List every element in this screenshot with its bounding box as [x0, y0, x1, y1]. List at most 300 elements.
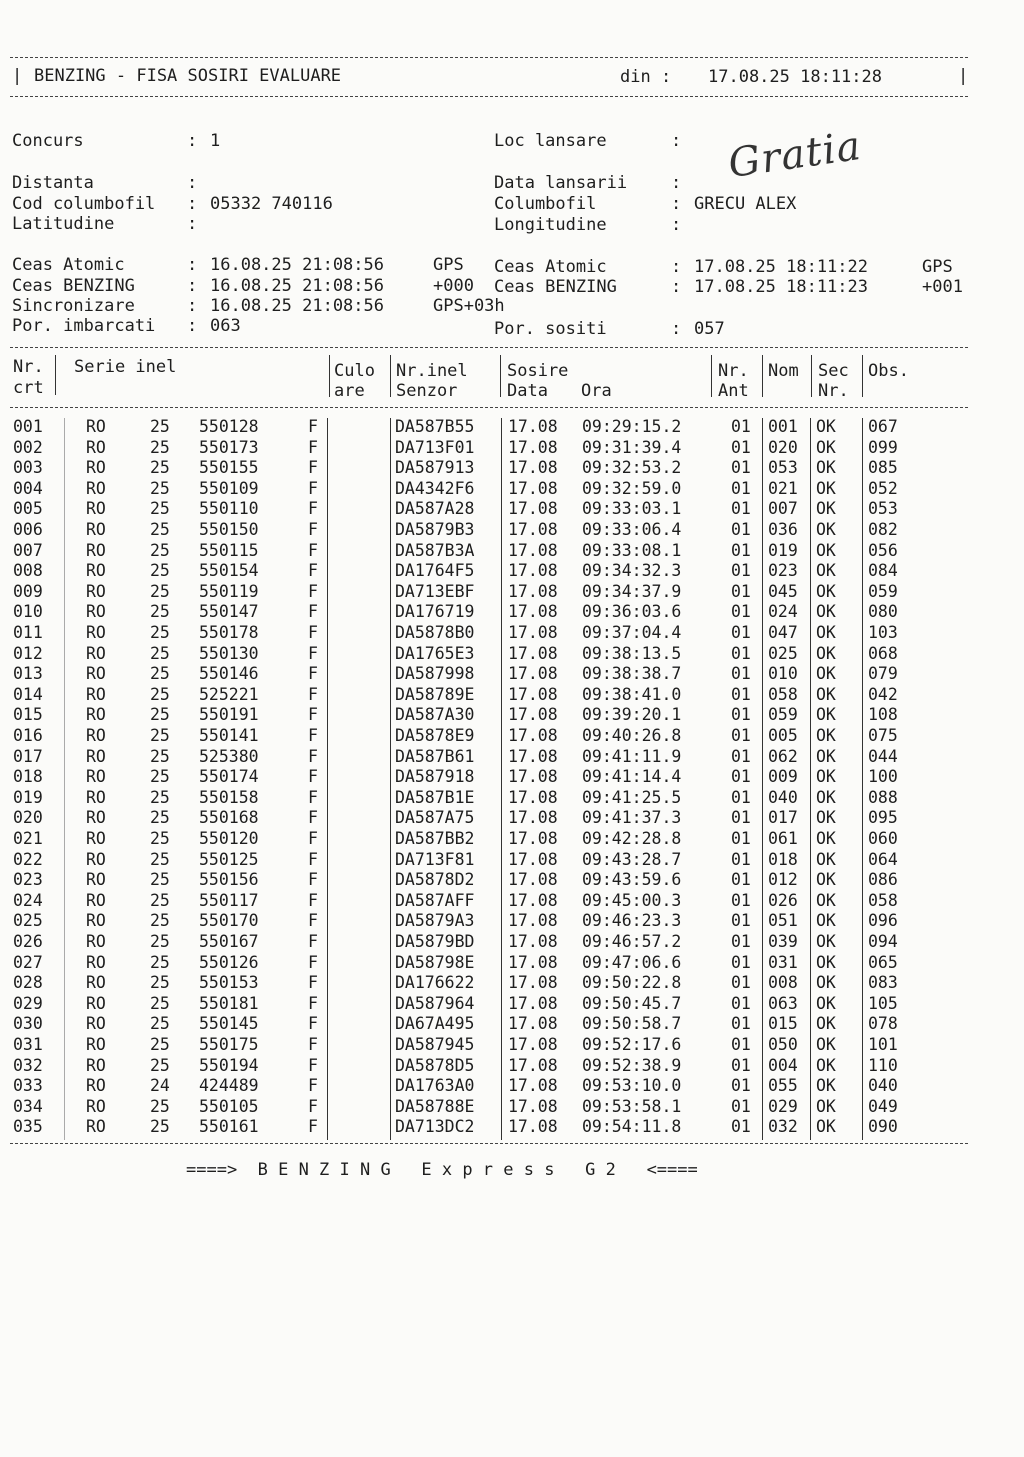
row-year: 25 — [150, 437, 170, 457]
row-sec: OK — [816, 726, 836, 745]
row-obs: 100 — [868, 767, 898, 787]
row-sec: OK — [816, 1035, 836, 1054]
row-senzor: DA1763A0 — [395, 1076, 475, 1096]
info-sep: : — [671, 131, 682, 151]
row-date: 17.08 — [508, 849, 558, 869]
row-year: 25 — [150, 520, 170, 539]
info-label: Concurs — [12, 131, 84, 151]
row-sex: F — [308, 602, 318, 622]
row-number: 031 — [13, 1035, 43, 1054]
row-number: 019 — [13, 787, 43, 807]
row-year: 25 — [150, 870, 170, 890]
row-time: 09:50:58.7 — [582, 1014, 682, 1034]
col-header-nr-inel: Nr.inel — [396, 361, 468, 381]
row-ant: 01 — [731, 1035, 751, 1054]
row-year: 25 — [150, 1117, 170, 1137]
row-sec: OK — [816, 829, 836, 848]
row-ring: 550125 — [199, 849, 259, 869]
row-date: 17.08 — [508, 458, 558, 478]
row-country: RO — [86, 602, 106, 622]
row-country: RO — [86, 870, 106, 890]
table-row — [0, 623, 1024, 644]
row-year: 25 — [150, 1096, 170, 1116]
row-nom: 029 — [768, 1096, 798, 1116]
table-row — [0, 788, 1024, 809]
row-obs: 067 — [868, 417, 898, 436]
row-number: 013 — [13, 664, 43, 684]
row-date: 17.08 — [508, 993, 558, 1013]
table-row — [0, 850, 1024, 871]
row-ring: 550161 — [199, 1117, 259, 1137]
column-separator — [329, 355, 330, 397]
row-number: 021 — [13, 829, 43, 848]
row-sex: F — [308, 808, 318, 828]
row-sex: F — [308, 973, 318, 993]
row-time: 09:33:06.4 — [582, 520, 682, 539]
info-label: Longitudine — [494, 215, 607, 235]
row-time: 09:36:03.6 — [582, 602, 682, 622]
row-ring: 550141 — [199, 726, 259, 745]
row-number: 026 — [13, 932, 43, 951]
header-right-bar: | — [958, 66, 969, 86]
row-ant: 01 — [731, 767, 751, 787]
row-time: 09:34:32.3 — [582, 561, 682, 581]
row-ring: 550158 — [199, 787, 259, 807]
row-ring: 525221 — [199, 684, 259, 704]
col-header-ant: Ant — [718, 381, 749, 401]
table-row — [0, 808, 1024, 829]
table-row — [0, 685, 1024, 706]
clock-value: 063 — [210, 316, 241, 336]
row-obs: 088 — [868, 787, 898, 807]
table-row — [0, 747, 1024, 768]
column-separator — [762, 355, 763, 397]
row-nom: 047 — [768, 623, 798, 642]
table-row — [0, 994, 1024, 1015]
row-year: 25 — [150, 540, 170, 560]
info-label: Latitudine — [12, 214, 115, 234]
row-ant: 01 — [731, 602, 751, 622]
row-year: 25 — [150, 973, 170, 993]
column-separator — [500, 355, 501, 397]
row-obs: 096 — [868, 911, 898, 931]
row-country: RO — [86, 1076, 106, 1096]
row-time: 09:53:58.1 — [582, 1096, 682, 1116]
row-sex: F — [308, 849, 318, 869]
row-country: RO — [86, 767, 106, 787]
row-number: 020 — [13, 808, 43, 828]
row-sec: OK — [816, 973, 836, 993]
info-label: Distanta — [12, 173, 94, 193]
table-row — [0, 891, 1024, 912]
clock-suffix: GPS — [433, 255, 464, 275]
row-obs: 095 — [868, 808, 898, 828]
row-number: 002 — [13, 437, 43, 457]
row-sex: F — [308, 767, 318, 787]
row-year: 25 — [150, 746, 170, 766]
row-ant: 01 — [731, 520, 751, 539]
row-sec: OK — [816, 787, 836, 807]
row-nom: 025 — [768, 643, 798, 663]
row-date: 17.08 — [508, 643, 558, 663]
row-sex: F — [308, 890, 318, 910]
row-nom: 015 — [768, 1014, 798, 1034]
row-nom: 032 — [768, 1117, 798, 1137]
row-country: RO — [86, 993, 106, 1013]
row-year: 25 — [150, 932, 170, 951]
row-ant: 01 — [731, 437, 751, 457]
table-row — [0, 499, 1024, 520]
table-row — [0, 911, 1024, 932]
row-senzor: DA176719 — [395, 602, 475, 622]
row-sec: OK — [816, 1076, 836, 1096]
row-date: 17.08 — [508, 890, 558, 910]
row-sex: F — [308, 623, 318, 642]
row-senzor: DA587AFF — [395, 890, 475, 910]
row-sex: F — [308, 581, 318, 601]
row-number: 016 — [13, 726, 43, 745]
row-ant: 01 — [731, 952, 751, 972]
row-number: 025 — [13, 911, 43, 931]
row-obs: 052 — [868, 478, 898, 498]
row-date: 17.08 — [508, 973, 558, 993]
row-number: 022 — [13, 849, 43, 869]
row-date: 17.08 — [508, 1076, 558, 1096]
row-sex: F — [308, 664, 318, 684]
row-ring: 550194 — [199, 1055, 259, 1075]
row-nom: 023 — [768, 561, 798, 581]
row-sec: OK — [816, 746, 836, 766]
table-row — [0, 664, 1024, 685]
clock-value: 16.08.25 21:08:56 — [210, 255, 384, 275]
row-obs: 082 — [868, 520, 898, 539]
row-sex: F — [308, 499, 318, 519]
row-date: 17.08 — [508, 932, 558, 951]
row-obs: 040 — [868, 1076, 898, 1096]
column-separator — [711, 355, 712, 397]
row-sex: F — [308, 932, 318, 951]
row-year: 25 — [150, 458, 170, 478]
row-time: 09:40:26.8 — [582, 726, 682, 745]
row-country: RO — [86, 499, 106, 519]
row-obs: 044 — [868, 746, 898, 766]
row-ant: 01 — [731, 808, 751, 828]
row-time: 09:50:45.7 — [582, 993, 682, 1013]
row-sec: OK — [816, 478, 836, 498]
row-sex: F — [308, 787, 318, 807]
row-year: 25 — [150, 787, 170, 807]
row-year: 25 — [150, 767, 170, 787]
row-nom: 058 — [768, 684, 798, 704]
row-obs: 085 — [868, 458, 898, 478]
row-ant: 01 — [731, 911, 751, 931]
row-ant: 01 — [731, 829, 751, 848]
row-time: 09:52:17.6 — [582, 1035, 682, 1054]
col-header-obs: Obs. — [868, 361, 909, 381]
row-senzor: DA5878D5 — [395, 1055, 475, 1075]
row-nom: 009 — [768, 767, 798, 787]
row-senzor: DA713F01 — [395, 437, 475, 457]
clock-value: 17.08.25 18:11:23 — [694, 277, 868, 297]
row-senzor: DA587B61 — [395, 746, 475, 766]
row-year: 25 — [150, 602, 170, 622]
row-year: 25 — [150, 911, 170, 931]
row-sex: F — [308, 829, 318, 848]
row-senzor: DA587918 — [395, 767, 475, 787]
row-ant: 01 — [731, 623, 751, 642]
row-ring: 550178 — [199, 623, 259, 642]
row-ant: 01 — [731, 1096, 751, 1116]
row-sec: OK — [816, 499, 836, 519]
row-time: 09:41:14.4 — [582, 767, 682, 787]
row-country: RO — [86, 911, 106, 931]
row-time: 09:38:41.0 — [582, 684, 682, 704]
col-header-senzor: Senzor — [396, 381, 458, 401]
row-senzor: DA5879A3 — [395, 911, 475, 931]
row-obs: 094 — [868, 932, 898, 951]
column-separator — [862, 355, 863, 397]
row-number: 015 — [13, 705, 43, 725]
row-time: 09:34:37.9 — [582, 581, 682, 601]
row-country: RO — [86, 808, 106, 828]
table-row — [0, 479, 1024, 500]
row-ant: 01 — [731, 993, 751, 1013]
clock-value: 16.08.25 21:08:56 — [210, 296, 384, 316]
row-ring: 550146 — [199, 664, 259, 684]
row-country: RO — [86, 458, 106, 478]
row-obs: 056 — [868, 540, 898, 560]
row-year: 24 — [150, 1076, 170, 1096]
clock-value: 16.08.25 21:08:56 — [210, 276, 384, 296]
row-number: 008 — [13, 561, 43, 581]
row-ant: 01 — [731, 726, 751, 745]
row-ant: 01 — [731, 890, 751, 910]
row-ant: 01 — [731, 581, 751, 601]
col-header-nr-ant: Nr. — [718, 361, 749, 381]
row-senzor: DA5879B3 — [395, 520, 475, 539]
row-nom: 026 — [768, 890, 798, 910]
table-row — [0, 438, 1024, 459]
row-country: RO — [86, 664, 106, 684]
row-country: RO — [86, 1117, 106, 1137]
row-country: RO — [86, 540, 106, 560]
row-obs: 105 — [868, 993, 898, 1013]
row-year: 25 — [150, 1035, 170, 1054]
row-senzor: DA587913 — [395, 458, 475, 478]
row-obs: 090 — [868, 1117, 898, 1137]
row-ant: 01 — [731, 787, 751, 807]
row-ring: 550115 — [199, 540, 259, 560]
row-senzor: DA713F81 — [395, 849, 475, 869]
row-senzor: DA587A75 — [395, 808, 475, 828]
row-obs: 086 — [868, 870, 898, 890]
row-year: 25 — [150, 808, 170, 828]
row-date: 17.08 — [508, 499, 558, 519]
row-number: 001 — [13, 417, 43, 436]
table-row — [0, 726, 1024, 747]
clock-suffix: +000 — [433, 276, 474, 296]
row-nom: 040 — [768, 787, 798, 807]
clock-sep: : — [187, 276, 198, 296]
row-senzor: DA1764F5 — [395, 561, 475, 581]
row-time: 09:41:37.3 — [582, 808, 682, 828]
row-number: 023 — [13, 870, 43, 890]
row-year: 25 — [150, 1055, 170, 1075]
row-date: 17.08 — [508, 520, 558, 539]
row-number: 011 — [13, 623, 43, 642]
table-row — [0, 1014, 1024, 1035]
row-date: 17.08 — [508, 664, 558, 684]
row-sec: OK — [816, 1096, 836, 1116]
row-time: 09:50:22.8 — [582, 973, 682, 993]
row-ant: 01 — [731, 1055, 751, 1075]
row-obs: 079 — [868, 664, 898, 684]
column-separator — [390, 355, 391, 397]
info-value: 1 — [210, 131, 221, 151]
table-row — [0, 417, 1024, 438]
row-date: 17.08 — [508, 952, 558, 972]
row-year: 25 — [150, 417, 170, 436]
row-nom: 062 — [768, 746, 798, 766]
row-sex: F — [308, 726, 318, 745]
row-sec: OK — [816, 458, 836, 478]
row-nom: 036 — [768, 520, 798, 539]
row-obs: 065 — [868, 952, 898, 972]
row-number: 017 — [13, 746, 43, 766]
row-ring: 550153 — [199, 973, 259, 993]
col-header-ora: Ora — [581, 381, 612, 401]
row-nom: 018 — [768, 849, 798, 869]
row-obs: 075 — [868, 726, 898, 745]
row-nom: 063 — [768, 993, 798, 1013]
row-nom: 050 — [768, 1035, 798, 1054]
row-country: RO — [86, 684, 106, 704]
info-label: Cod columbofil — [12, 194, 156, 214]
row-obs: 110 — [868, 1055, 898, 1075]
row-number: 029 — [13, 993, 43, 1013]
row-year: 25 — [150, 561, 170, 581]
table-row — [0, 705, 1024, 726]
row-senzor: DA67A495 — [395, 1014, 475, 1034]
col-header-crt: crt — [13, 378, 44, 398]
row-obs: 053 — [868, 499, 898, 519]
row-country: RO — [86, 417, 106, 436]
table-row — [0, 541, 1024, 562]
clock-sep: : — [187, 296, 198, 316]
row-date: 17.08 — [508, 1035, 558, 1054]
row-obs: 060 — [868, 829, 898, 848]
row-ant: 01 — [731, 973, 751, 993]
row-obs: 083 — [868, 973, 898, 993]
row-sex: F — [308, 993, 318, 1013]
row-country: RO — [86, 952, 106, 972]
divider — [10, 1143, 968, 1144]
row-sex: F — [308, 705, 318, 725]
row-ant: 01 — [731, 684, 751, 704]
row-time: 09:42:28.8 — [582, 829, 682, 848]
row-country: RO — [86, 705, 106, 725]
row-country: RO — [86, 643, 106, 663]
row-ring: 550174 — [199, 767, 259, 787]
table-row — [0, 973, 1024, 994]
row-sex: F — [308, 911, 318, 931]
date-label: din : — [620, 67, 672, 87]
row-country: RO — [86, 623, 106, 642]
row-year: 25 — [150, 829, 170, 848]
row-date: 17.08 — [508, 581, 558, 601]
row-number: 032 — [13, 1055, 43, 1075]
col-header-nr: Nr. — [13, 357, 44, 377]
divider — [10, 96, 968, 97]
table-row — [0, 582, 1024, 603]
row-nom: 005 — [768, 726, 798, 745]
row-time: 09:46:23.3 — [582, 911, 682, 931]
row-sex: F — [308, 643, 318, 663]
row-date: 17.08 — [508, 911, 558, 931]
row-sec: OK — [816, 870, 836, 890]
row-sex: F — [308, 1096, 318, 1116]
row-senzor: DA587A30 — [395, 705, 475, 725]
row-sex: F — [308, 458, 318, 478]
footer-brand: ====> B E N Z I N G E x p r e s s G 2 <==== — [186, 1160, 698, 1180]
row-time: 09:38:13.5 — [582, 643, 682, 663]
row-sec: OK — [816, 581, 836, 601]
row-senzor: DA713EBF — [395, 581, 475, 601]
row-nom: 008 — [768, 973, 798, 993]
row-sec: OK — [816, 561, 836, 581]
row-year: 25 — [150, 705, 170, 725]
row-ring: 550168 — [199, 808, 259, 828]
table-row — [0, 602, 1024, 623]
row-obs: 064 — [868, 849, 898, 869]
row-sex: F — [308, 561, 318, 581]
row-sec: OK — [816, 767, 836, 787]
table-row — [0, 932, 1024, 953]
row-sex: F — [308, 1117, 318, 1137]
col-header-nom: Nom — [768, 361, 799, 381]
row-number: 014 — [13, 684, 43, 704]
row-sex: F — [308, 684, 318, 704]
row-country: RO — [86, 437, 106, 457]
row-senzor: DA587945 — [395, 1035, 475, 1054]
row-senzor: DA587BB2 — [395, 829, 475, 848]
row-number: 004 — [13, 478, 43, 498]
row-year: 25 — [150, 952, 170, 972]
row-date: 17.08 — [508, 829, 558, 848]
row-ant: 01 — [731, 746, 751, 766]
row-ant: 01 — [731, 1076, 751, 1096]
row-senzor: DA587B55 — [395, 417, 475, 436]
row-obs: 084 — [868, 561, 898, 581]
row-ant: 01 — [731, 870, 751, 890]
clock-value: 17.08.25 18:11:22 — [694, 257, 868, 277]
row-year: 25 — [150, 849, 170, 869]
row-time: 09:53:10.0 — [582, 1076, 682, 1096]
col-header-culoare-2: are — [334, 381, 365, 401]
row-ring: 550117 — [199, 890, 259, 910]
row-sex: F — [308, 1076, 318, 1096]
info-sep: : — [671, 173, 682, 193]
row-nom: 031 — [768, 952, 798, 972]
row-obs: 042 — [868, 684, 898, 704]
col-header-culoare: Culo — [334, 361, 375, 381]
row-senzor: DA587998 — [395, 664, 475, 684]
row-ring: 550167 — [199, 932, 259, 951]
row-ring: 424489 — [199, 1076, 259, 1096]
col-header-data: Data — [507, 381, 548, 401]
row-number: 007 — [13, 540, 43, 560]
row-nom: 021 — [768, 478, 798, 498]
